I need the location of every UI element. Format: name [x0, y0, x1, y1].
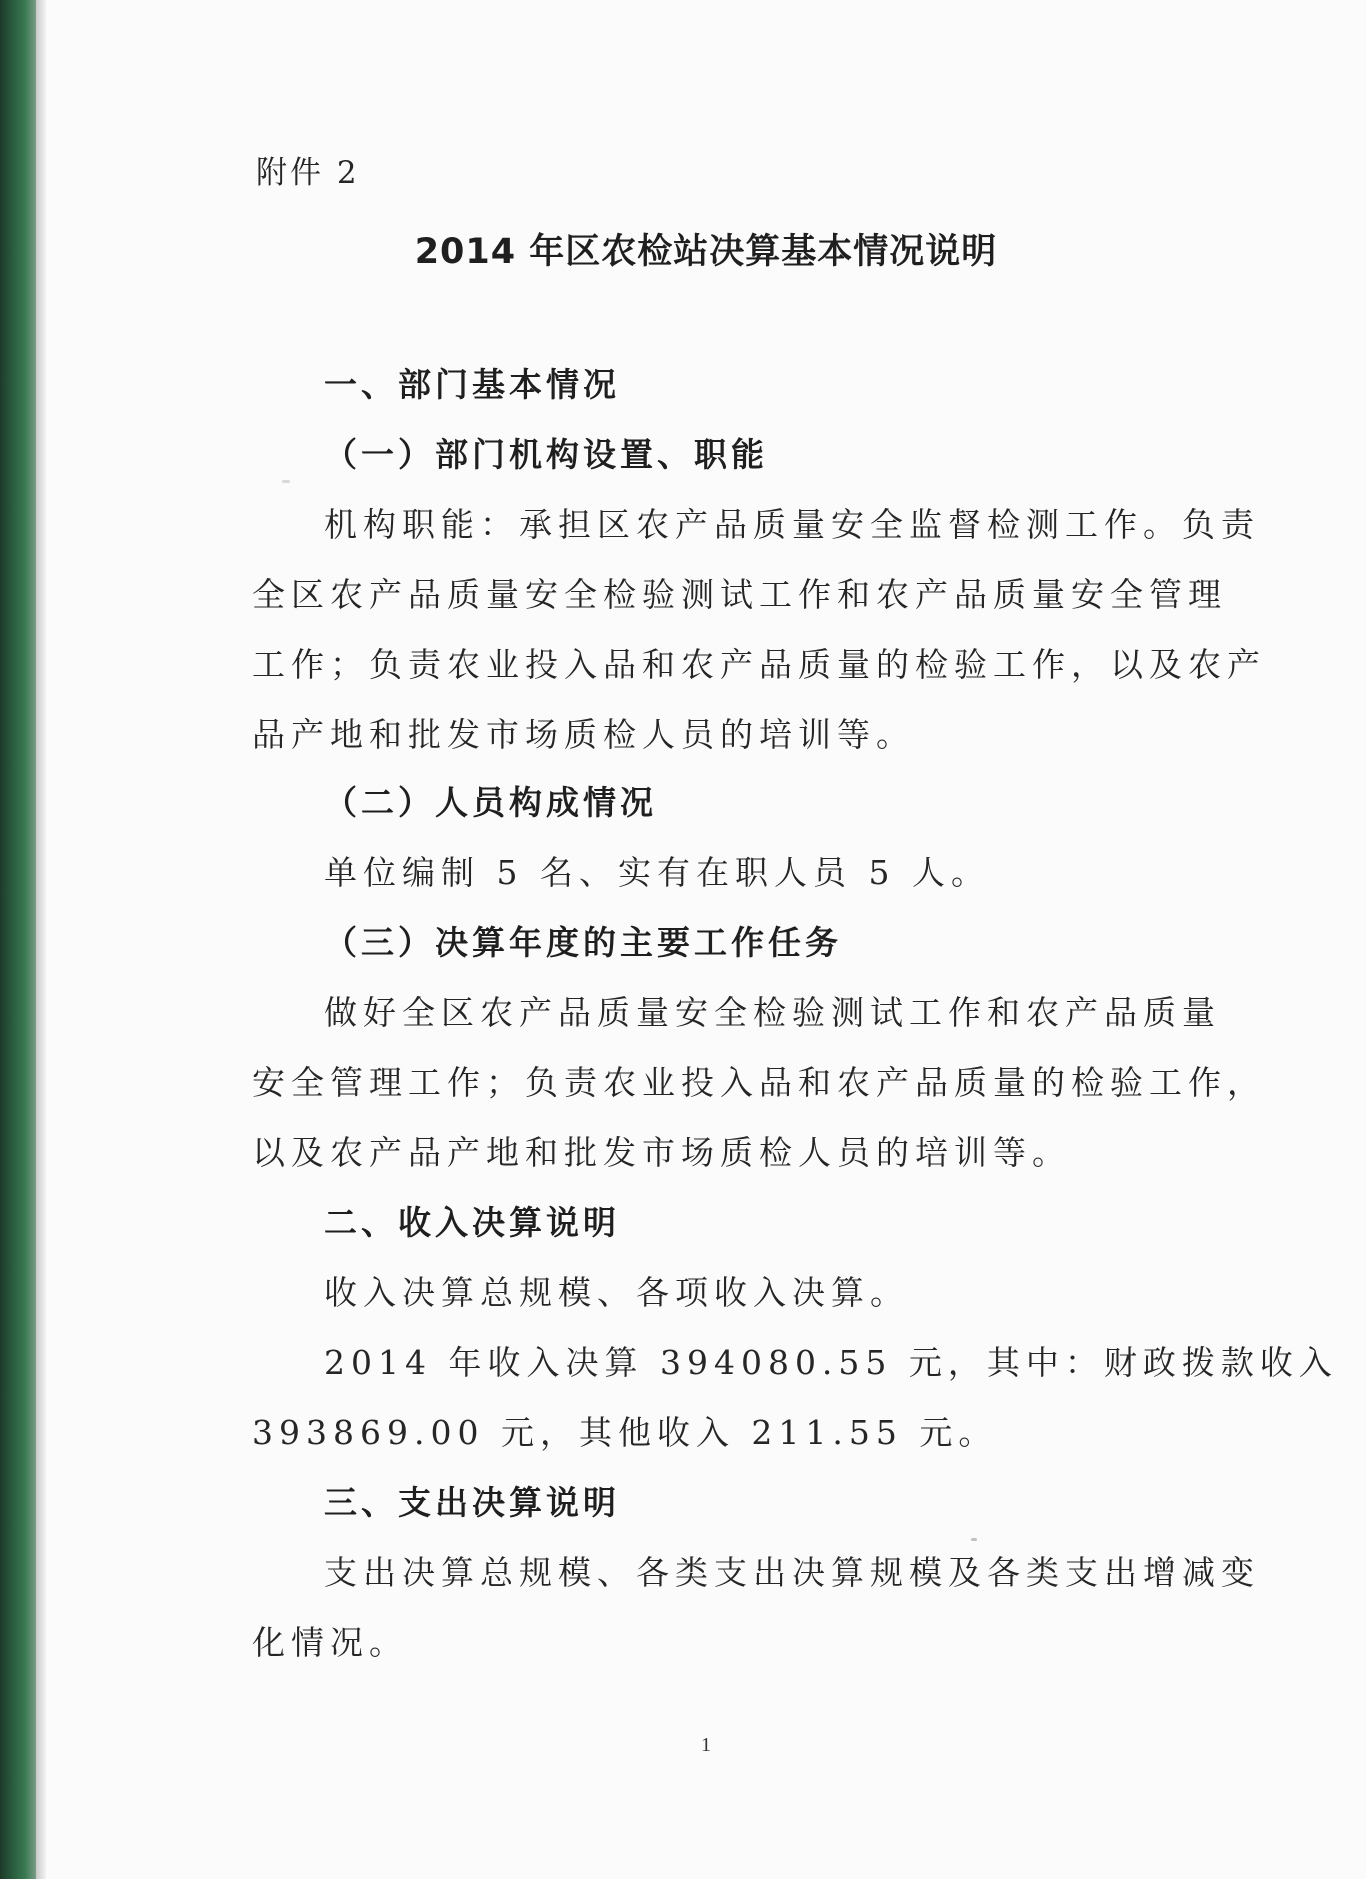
paragraph-line: 工作；负责农业投入品和农产品质量的检验工作，以及农产	[252, 645, 1266, 684]
section-heading-2: 二、收入决算说明	[324, 1203, 620, 1242]
page-number: 1	[701, 1734, 711, 1756]
paragraph-line: 以及农产品产地和批发市场质检人员的培训等。	[252, 1133, 1071, 1172]
scan-speck	[282, 480, 290, 483]
paragraph-line: 2014 年收入决算 394080.55 元，其中：财政拨款收入	[324, 1343, 1338, 1382]
paragraph-line: 393869.00 元，其他收入 211.55 元。	[252, 1413, 998, 1452]
attachment-label: 附件 2	[256, 155, 360, 191]
section-heading-1: 一、部门基本情况	[324, 365, 620, 404]
paragraph-line: 单位编制 5 名、实有在职人员 5 人。	[324, 853, 990, 892]
paragraph-line: 化情况。	[252, 1623, 408, 1662]
paragraph-line: 做好全区农产品质量安全检验测试工作和农产品质量	[324, 993, 1221, 1032]
document-title: 2014 年区农检站决算基本情况说明	[414, 232, 998, 272]
scan-border-edge	[0, 0, 36, 1879]
paragraph-line: 全区农产品质量安全检验测试工作和农产品质量安全管理	[252, 575, 1227, 614]
scan-edge-shadow	[36, 0, 46, 1879]
subsection-heading-1-1: （一）部门机构设置、职能	[324, 435, 768, 474]
subsection-heading-1-2: （二）人员构成情况	[324, 783, 657, 822]
scan-speck	[971, 1538, 977, 1541]
paragraph-line: 安全管理工作；负责农业投入品和农产品质量的检验工作，	[252, 1063, 1266, 1102]
subsection-heading-1-3: （三）决算年度的主要工作任务	[324, 923, 842, 962]
paragraph-line: 支出决算总规模、各类支出决算规模及各类支出增减变	[324, 1553, 1260, 1592]
paragraph-line: 机构职能：承担区农产品质量安全监督检测工作。负责	[324, 505, 1260, 544]
paragraph-line: 品产地和批发市场质检人员的培训等。	[252, 715, 915, 754]
paragraph-line: 收入决算总规模、各项收入决算。	[324, 1273, 909, 1312]
document-page	[46, 0, 1366, 1879]
section-heading-3: 三、支出决算说明	[324, 1483, 620, 1522]
